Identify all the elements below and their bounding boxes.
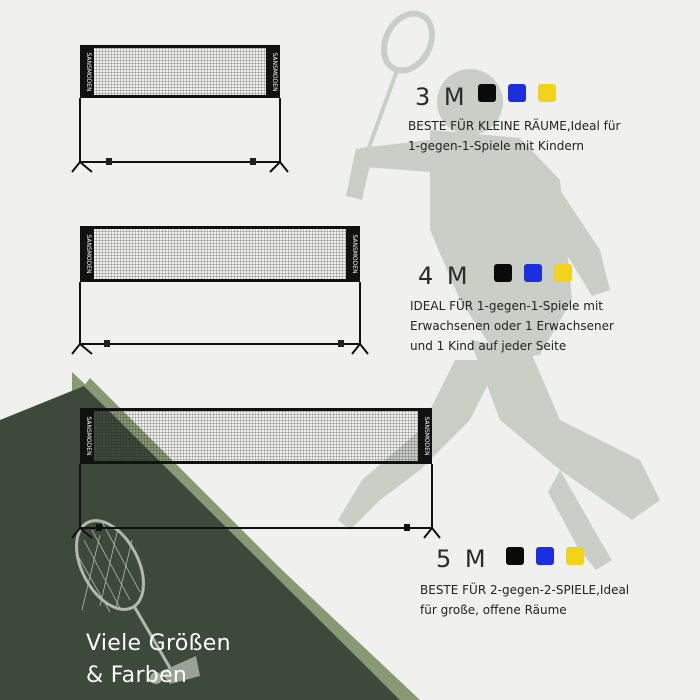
size-label-5m: 5 M — [436, 545, 489, 573]
brand-label: SANSMODEN — [423, 416, 430, 456]
color-swatch-yellow[interactable] — [566, 547, 584, 565]
brand-label: SANSMODEN — [351, 234, 358, 274]
color-swatch-black[interactable] — [494, 264, 512, 282]
tagline-line: & Farben — [86, 663, 188, 688]
brand-label: SANSMODEN — [271, 52, 278, 92]
net-3m-illustration — [72, 45, 288, 172]
description-line: Erwachsenen oder 1 Erwachsener — [410, 319, 614, 333]
color-swatch-black[interactable] — [506, 547, 524, 565]
description-3m — [408, 116, 628, 156]
net-4m-illustration — [72, 226, 368, 354]
description-4m — [410, 296, 630, 356]
description-line: BESTE FÜR KLEINE RÄUME,Ideal für — [408, 119, 621, 133]
brand-label: SANSMODEN — [85, 416, 92, 456]
color-swatch-blue[interactable] — [536, 547, 554, 565]
color-swatch-blue[interactable] — [524, 264, 542, 282]
size-label-3m: 3 M — [415, 83, 468, 111]
size-label-4m: 4 M — [418, 262, 471, 290]
brand-label: SANSMODEN — [85, 234, 92, 274]
color-swatch-black[interactable] — [478, 84, 496, 102]
description-line: IDEAL FÜR 1-gegen-1-Spiele mit — [410, 299, 603, 313]
description-line: für große, offene Räume — [420, 603, 567, 617]
description-line: 1-gegen-1-Spiele mit Kindern — [408, 139, 585, 153]
brand-label: SANSMODEN — [85, 52, 92, 92]
description-5m — [420, 580, 640, 620]
description-line: BESTE FÜR 2-gegen-2-SPIELE,Ideal — [420, 583, 630, 597]
tagline — [86, 628, 231, 692]
tagline-line: Viele Größen — [86, 631, 231, 656]
description-line: und 1 Kind auf jeder Seite — [410, 339, 567, 353]
player-silhouette-icon — [338, 5, 660, 570]
color-swatch-yellow[interactable] — [554, 264, 572, 282]
color-swatch-blue[interactable] — [508, 84, 526, 102]
color-swatch-yellow[interactable] — [538, 84, 556, 102]
